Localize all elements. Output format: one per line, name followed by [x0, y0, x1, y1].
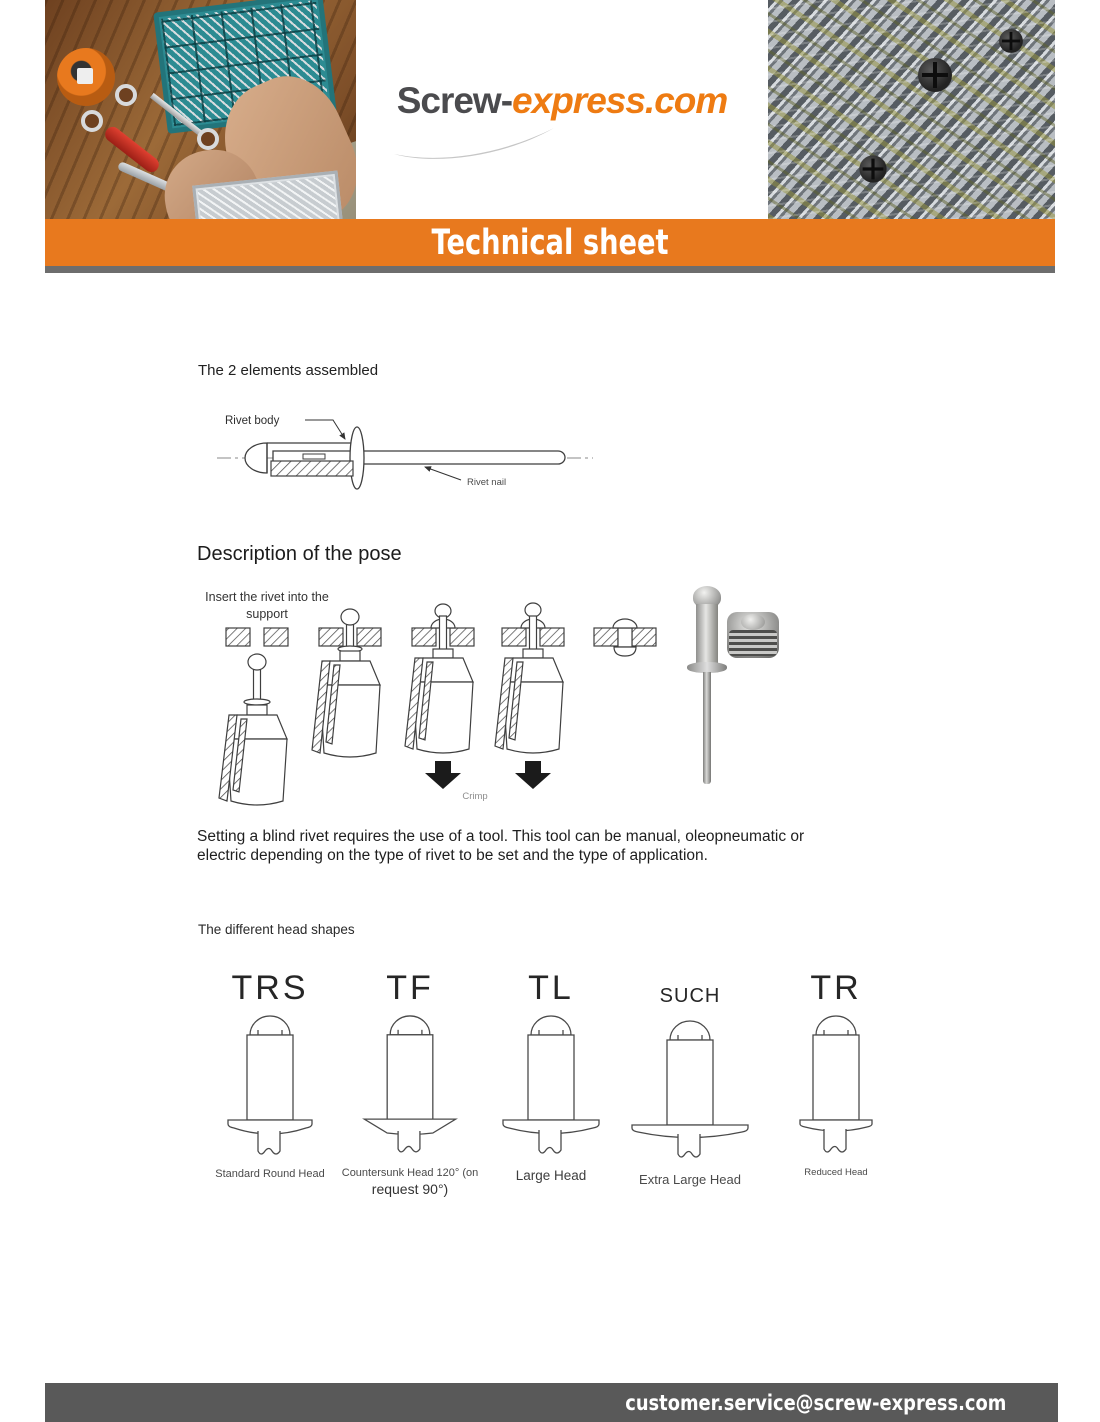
assembled-rivet-diagram	[215, 398, 595, 513]
rivet-dome-head	[245, 443, 267, 473]
rivet-keyway	[303, 454, 325, 459]
washer	[115, 84, 137, 106]
technical-sheet-banner	[45, 219, 1055, 266]
tool-description-paragraph: Setting a blind rivet requires the use of a tool. This tool can be manual, oleopneumatic or electric depending on the type of rivet to be set and the type of application.	[197, 828, 805, 865]
head-caption-line1: Countersunk Head 120° (on	[341, 1166, 479, 1179]
logo-suffix: express.com	[512, 80, 728, 121]
step-1-insert	[219, 628, 288, 805]
tape-measure	[57, 48, 115, 106]
step-5-set	[594, 619, 656, 656]
head-shapes-title: The different head shapes	[198, 922, 355, 937]
head-code: TRS	[231, 969, 309, 1007]
head-caption: Standard Round Head	[215, 1168, 325, 1180]
footer-bar	[45, 1383, 1058, 1422]
rivet-diagram-countersunk	[340, 1008, 480, 1157]
step-2-through	[312, 609, 381, 757]
rivet-diagram-large	[481, 1008, 621, 1158]
banner-underline-strip	[45, 266, 1055, 273]
photo-rivet-mandrel	[703, 672, 711, 784]
step-3-pull	[405, 604, 474, 789]
head-shape-trs	[200, 963, 340, 1198]
riveting-steps-diagram	[205, 592, 675, 810]
screws-pile-photo	[768, 0, 1055, 219]
head-caption: Large Head	[515, 1168, 587, 1183]
rivet-body-label: Rivet body	[225, 415, 280, 427]
photo-set-rivet-head	[727, 612, 779, 658]
head-shape-tl	[481, 963, 621, 1198]
head-shape-tf	[340, 963, 480, 1198]
banner-title: Technical sheet	[431, 222, 669, 263]
rivet-body-section	[271, 461, 353, 476]
head-code: TR	[810, 969, 862, 1007]
head-shape-tr	[766, 963, 906, 1198]
workbench-photo	[45, 0, 356, 219]
rivet-flange	[350, 427, 364, 489]
washer	[81, 110, 103, 132]
crimp-label: Crimp	[462, 791, 488, 802]
phillips-screw-head	[918, 58, 952, 92]
logo-swoosh	[390, 122, 560, 166]
insert-rivet-label: Insert the rivet into the support	[205, 590, 329, 621]
phillips-screw-head	[999, 29, 1023, 53]
washer	[197, 128, 219, 150]
contact-email: customer.service@screw-express.com	[624, 1390, 1006, 1415]
rivet-diagram-extra-large	[620, 1013, 760, 1163]
rivet-nail-label: Rivet nail	[467, 477, 507, 488]
head-code: SUCH	[659, 985, 721, 1007]
assembled-section-title: The 2 elements assembled	[198, 362, 379, 379]
rivet-diagram-standard-round	[200, 1008, 340, 1158]
down-arrow	[515, 761, 551, 789]
site-logo	[356, 80, 768, 122]
rivet-photo	[683, 580, 793, 788]
head-caption: Reduced Head	[804, 1167, 868, 1178]
logo-prefix: Screw-	[396, 80, 513, 121]
rivet-diagram-reduced	[766, 1008, 906, 1158]
head-code: TL	[528, 969, 574, 1007]
head-caption	[342, 1166, 479, 1198]
head-caption-line2: request 90°)	[371, 1180, 449, 1197]
pose-section-title: Description of the pose	[197, 543, 402, 565]
head-code: TF	[386, 968, 434, 1007]
photo-rivet-body	[696, 604, 718, 664]
phillips-screw-head	[859, 155, 886, 182]
head-shape-such	[620, 963, 760, 1198]
step-4-break	[495, 603, 564, 789]
logo-area	[356, 0, 768, 219]
down-arrow	[425, 761, 461, 789]
head-caption: Extra Large Head	[639, 1172, 741, 1187]
